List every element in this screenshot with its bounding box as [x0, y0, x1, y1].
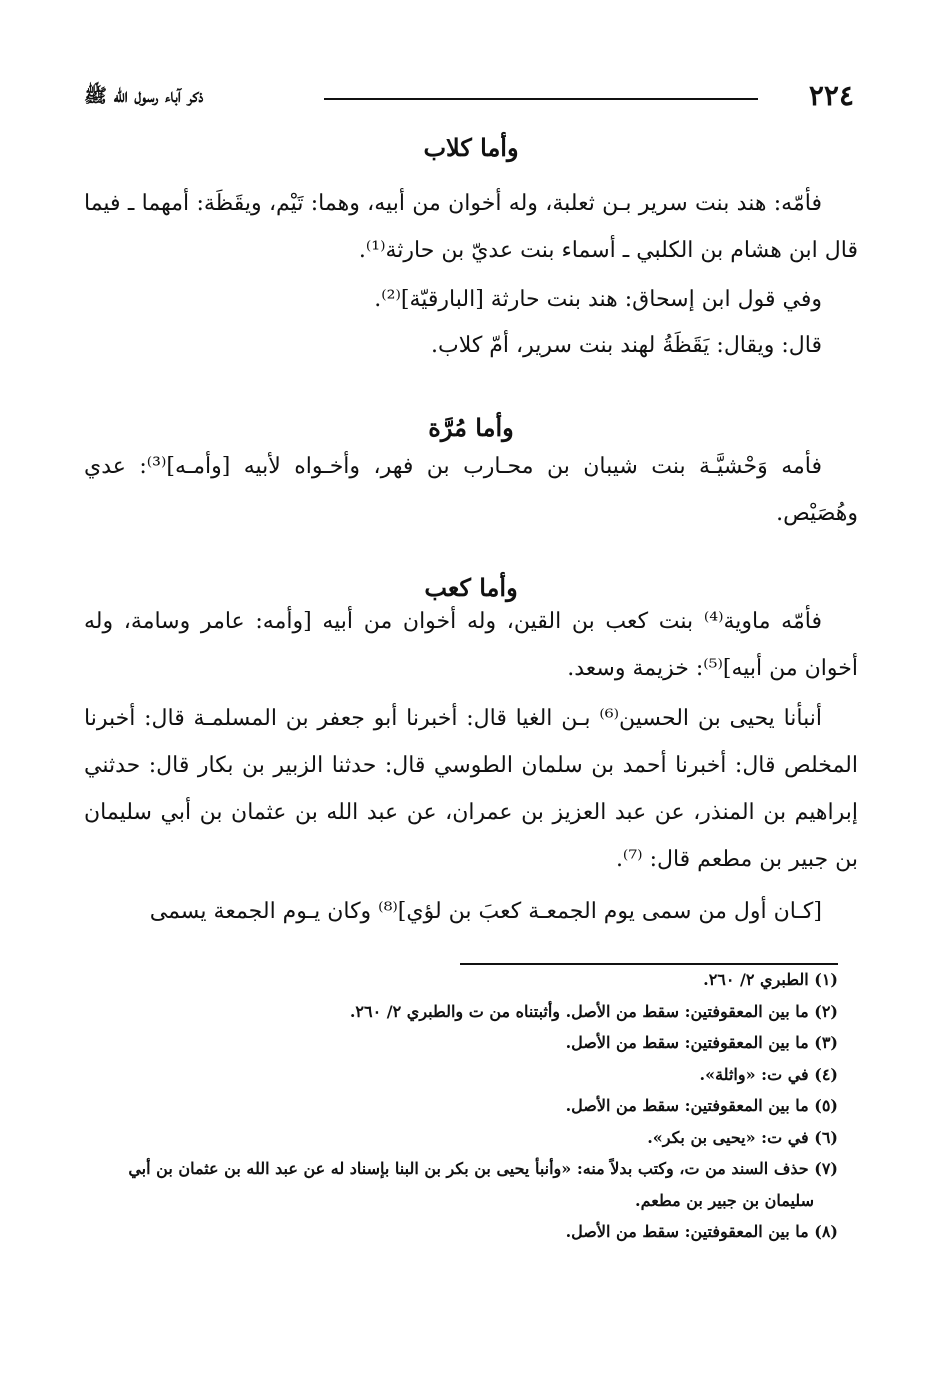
footnote: (٣) ما بين المعقوفتين: سقط من الأصل.	[565, 1033, 838, 1052]
running-header	[84, 78, 854, 114]
footnote: (٢) ما بين المعقوفتين: سقط من الأصل. وأثبتناه من ت والطبري ٢/ ٢٦٠.	[349, 1001, 838, 1021]
paragraph-first-friday: [كـان أول من سمى يوم الجمعـة كعبَ بن لؤي]⁽⁸⁾ وكان يـوم الجمعة يسمى	[149, 899, 822, 924]
footnote: (٦) في ت: «يحيى بن بكر».	[647, 1127, 838, 1147]
footnote: (١) الطبري ٢/ ٢٦٠.	[703, 970, 838, 989]
paragraph-isnad: أنبأنا يحيى بن الحسين⁽⁶⁾ بـن الغيا قال: أخبرنا أبو جعفر بن المسلمـة قال: أخبرنا المخلص قال: أخبرنا أحمد بن سلمان الطوسي قال: حدثنا الزبير بن بكار قال: حدثني إبراهيم بن المنذر، عن عبد العزيز بن عمران، عن عبد الله بن عثمان بن أبي سليمان بن جبير بن مطعم قال: ⁽⁷⁾.	[84, 706, 858, 872]
running-title: ذكر آباء رسول الله ﷺ	[84, 85, 204, 107]
footnote-continuation: سليمان بن جبير بن مطعم.	[635, 1190, 814, 1210]
footnote: (٨) ما بين المعقوفتين: سقط من الأصل.	[565, 1222, 838, 1241]
footnote: (٥) ما بين المعقوفتين: سقط من الأصل.	[565, 1096, 838, 1115]
footnote: (٧) حذف السند من ت، وكتب بدلاً منه: «وأنبأ يحيى بن بكر بن البنا بإسناد له عن عبد الله بن عثمان بن أبي	[128, 1159, 838, 1178]
section-heading-kaab: وأما كعب	[424, 573, 518, 602]
paragraph-yaqaza: قال: ويقال: يَقَظَةُ لهند بنت سرير، أمّ كلاب.	[430, 333, 822, 358]
paragraph-murra-mother: فأمه وَحْشيَّـة بنت شيبان بن محـارب بن فهر، وأخـواه لأبيه [وأمـه]⁽³⁾: عدي وهُصَيْص.	[84, 454, 858, 526]
paragraph-ibn-ishaq: وفي قول ابن إسحاق: هند بنت حارثة [البارقيّة]⁽²⁾.	[374, 287, 822, 312]
page-number: ٢٢٤	[808, 79, 854, 112]
header-rule	[324, 98, 758, 100]
section-heading-murra: وأما مُرَّة	[428, 413, 514, 442]
paragraph-kilab-mother: فأمّه: هند بنت سرير بـن ثعلبة، وله أخوان من أبيه، وهما: تَيْم، ويقَظَة: أمهما ـ فيما قال ابن هشام بن الكلبي ـ أسماء بنت عديّ بن حارثة⁽¹⁾.	[84, 191, 858, 263]
footnote: (٤) في ت: «واثلة».	[699, 1064, 838, 1084]
paragraph-kaab-mother: فأمّه ماوية⁽⁴⁾ بنت كعب بن القين، وله أخوان من أبيه [وأمه: عامر وسامة، وله أخوان من أبيه]⁽⁵⁾: خزيمة وسعد.	[84, 609, 858, 681]
footnotes	[84, 964, 838, 1248]
section-heading-kilab: وأما كلاب	[423, 133, 519, 162]
